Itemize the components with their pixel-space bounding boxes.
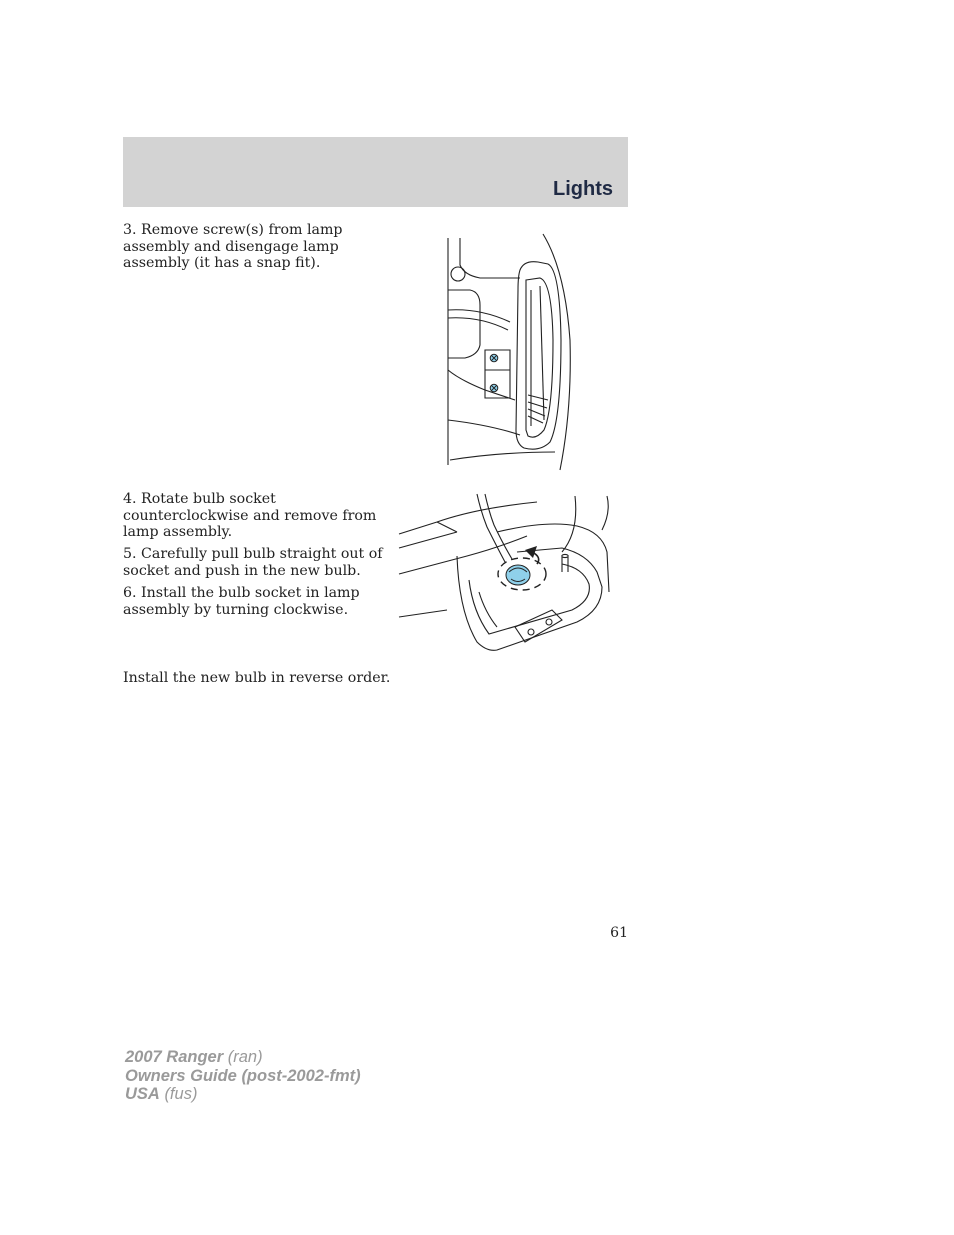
document-footer xyxy=(125,1048,361,1104)
footer-market-code: (fus) xyxy=(164,1085,198,1103)
footer-line-2 xyxy=(125,1067,361,1086)
screw-icon xyxy=(490,384,498,392)
instruction-step-4: 4. Rotate bulb socket counterclockwise and remove from lamp assembly. xyxy=(123,491,377,541)
lamp-assembly-screws-illustration xyxy=(440,230,630,475)
footer-model: 2007 Ranger xyxy=(125,1048,224,1066)
footer-line-3 xyxy=(125,1085,361,1104)
closing-instruction: Install the new bulb in reverse order. xyxy=(123,670,391,686)
instruction-step-5: 5. Carefully pull bulb straight out of socket and push in the new bulb. xyxy=(123,546,383,579)
section-title: Lights xyxy=(553,178,613,200)
footer-guide-type: Owners Guide (post-2002-fmt) xyxy=(125,1066,361,1085)
page-number: 61 xyxy=(610,925,628,941)
instruction-step-6: 6. Install the bulb socket in lamp assembly by turning clockwise. xyxy=(123,585,360,618)
section-header-band xyxy=(123,137,628,207)
footer-market: USA xyxy=(125,1085,160,1103)
footer-line-1 xyxy=(125,1048,361,1067)
screw-icon xyxy=(490,354,498,362)
bulb-socket-icon xyxy=(506,565,530,585)
bulb-socket-rotation-illustration xyxy=(397,492,615,654)
footer-model-code: (ran) xyxy=(227,1048,263,1066)
instruction-step-3: 3. Remove screw(s) from lamp assembly and disengage lamp assembly (it has a snap fit). xyxy=(123,222,343,272)
